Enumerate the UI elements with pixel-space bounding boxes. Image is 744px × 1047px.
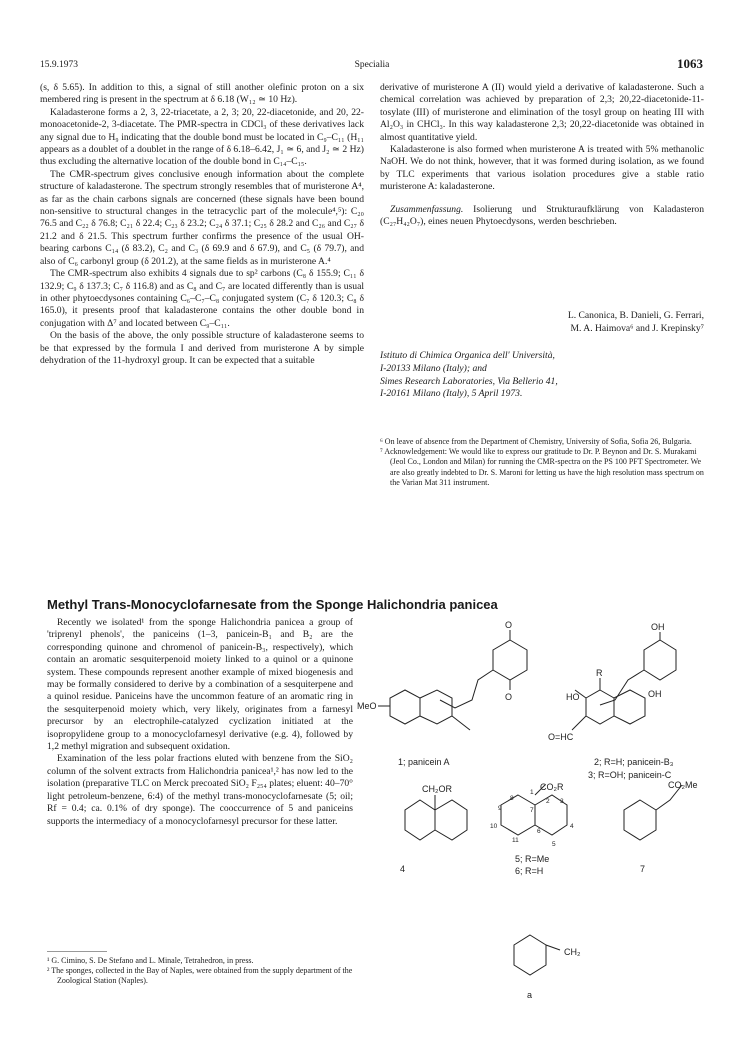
label-compound5: 5; R=Me [515, 854, 550, 864]
label-ho: HO [566, 692, 580, 702]
institution-line: I-20133 Milano (Italy); and [380, 362, 487, 374]
label-compound-a: a [527, 990, 533, 1000]
atom-number: 5 [552, 841, 556, 848]
atom-number: 8 [510, 795, 514, 802]
footnote: ⁷ Acknowledgement: We would like to express our gratitude to Dr. P. Beynon and Dr. S. Murakami (Jeol Co., London and Milan) for running the CMR-spectra on the PS 100 PFT Spectrometer. We are also greatly indebted to Dr. S. Maroni for letting us have the high resolution mass spectrum on the Varian Mat 311 instrument. [380, 447, 704, 487]
paragraph: (s, δ 5.65). In addition to this, a signal of still another olefinic proton on a six membered ring is present in the spectrum at δ 6.18 (W₁₂ ≃ 10 Hz). [40, 82, 364, 106]
label-o-top: O [505, 620, 513, 630]
paragraph: The CMR-spectrum gives conclusive enough information about the complete structure of kaladasterone. The spectrum strongly resembles that of muristerone A⁴, as far as the chain carbons signals are concerned (these signals have been bound non-sensitive to structural changes in the tetracyclic part of the molecule⁴,⁵): C₂₀ 76.5 and C₂₂ δ 76.8; C₂₁ δ 22.4; C₂₃ δ 23.2; C₂₄ δ 37.1; C₂₅ δ 28.2 and C₂₆ and C₂₇ δ 21.2 and δ 21.5. This spectrum further confirms the presence of the usual OH-bearing carbons C₁₄ (δ 83.2), C₂ and C₃ (δ 69.9 and δ 67.9), and C₅ (δ 79.7), and also of C₆ carbonyl group (δ 201.2), at the same fields as in muristerone A.⁴ [40, 168, 364, 267]
aromatic-ring [390, 690, 420, 724]
cyclohexene-ring [405, 800, 435, 840]
atom-number: 3 [560, 798, 564, 805]
paragraph: Examination of the less polar fractions eluted with benzene from the SiO₂ column of the solvent extracts from Halichondria panicea¹,² has now led to the isolation (preparative TLC on Merck precoated SiO₂ F₂₅₄ plates; eluent: 40–70° light petroleum-benzene, 6:4) of the methyl trans-monocyclofarnesate (5; oil; Rf = 0.4; ca. 0.1% of dry sponge). The cooccurrence of 5 and paniceins supports the intermediacy of a monocyclofarnesyl precursor for these latter. [47, 753, 353, 827]
label-compound7: 7 [640, 864, 646, 874]
footnote: ⁶ On leave of absence from the Department of Chemistry, University of Sofia, Sofia 26, Bulgaria. [380, 437, 692, 446]
label-oh-top: OH [651, 622, 665, 632]
issue-date: 15.9.1973 [40, 60, 78, 70]
institution-line: Istituto di Chimica Organica dell' Università, [380, 350, 555, 361]
article2-title: Methyl Trans-Monocyclofarnesate from the Sponge Halichondria panicea [47, 597, 498, 612]
atom-number: 9 [498, 805, 502, 812]
section-title: Specialia [354, 60, 390, 70]
chain [440, 670, 493, 708]
label-co2r: CO₂R [540, 782, 564, 792]
authors-line: L. Canonica, B. Danieli, G. Ferrari, [567, 310, 704, 321]
page-number: 1063 [677, 56, 703, 71]
label-oh-right: OH [648, 689, 662, 699]
paragraph: Kaladasterone is also formed when muristerone A is treated with 5% methanolic NaOH. We do not think, however, that it was formed during isolation, as we found by TLC experiments that various isolation procedures give a stable ratio muristerone A: kaladasterone. [380, 144, 704, 193]
atom-number: 7 [530, 807, 534, 814]
label-compound1: 1; panicein A [398, 757, 450, 767]
cyclohexene-ring [624, 800, 656, 840]
label-compound2: 2; R=H; panicein-B₃ [594, 757, 674, 767]
atom-number: 2 [546, 798, 550, 805]
quinone-ring [493, 640, 527, 680]
paragraph: The CMR-spectrum also exhibits 4 signals due to sp² carbons (C₈ δ 155.9; C₁₁ δ 132.9; C₉ δ 137.3; C₇ δ 116.8) and as C₈ and C₇ are located differently than is usual in other phytoecdysones containing C₆–C₇–C₈ conjugated system (C₇ δ 120.3; C₈ δ 165.0), it presents proof that kaladasterone contains the other double bond in conjugation with Δ⁷ and located between C₉–C₁₁. [40, 268, 364, 329]
institution-line: Simes Research Laboratories, Via Bellerio 41, [380, 375, 558, 387]
institution-line: I-20161 Milano (Italy), 5 April 1973. [380, 388, 523, 400]
footnote: ² The sponges, collected in the Bay of Naples, were obtained from the supply department of the Zoological Station (Naples). [47, 966, 353, 986]
label-o-mid: O [505, 692, 513, 702]
authors-line: M. A. Haimova⁶ and J. Krepinsky⁷ [570, 323, 704, 334]
label-r: R [596, 668, 603, 678]
paragraph: derivative of muristerone A (II) would yield a derivative of kaladasterone. Such a chemical correlation was achieved by preparation of 2,3; 20,22-diacetonide-11-tosylate (III) of muristerone and elimination of the tosyl group on heating III with Al₂O₃ in CHCl₃. In this way kaladasterone 2,3; 20,22-diacetonide was obtained in almost quantitative yield. [380, 82, 704, 143]
label-meo: MeO [357, 701, 377, 711]
atom-number: 1 [530, 789, 534, 796]
paragraph: Recently we isolated¹ from the sponge Halichondria panicea a group of 'triprenyl phenols', the paniceins (1–3, panicein-B₁ and B₂ are the corresponding quinone and chromenol of panicein-B₃, respectively), which contain an aromatic sesquiterpenoid moiety linked to a quinol or a quinone system. These compounds represent another example of mixed biogenesis and may be formally considered to derive by a combination of a sesquiterpene and a quinol residue. Paniceins have the uncommon feature of an aromatic ring in the sesquiterpenoid moiety which, very likely, originates from a farnesyl precursor by an electrophile-catalyzed cyclization initiated at the isopropylidene group to a monocyclofarnesyl derivative (e.g. 4), followed by 1,2 methyl migration and subsequent oxidation. [47, 617, 353, 753]
paragraph: Kaladasterone forms a 2, 3, 22-triacetate, a 2, 3; 20, 22-diacetonide, and 20, 22-monoacetonide-2, 3-diacetate. The PMR-spectra in CDCl₃ of these derivatives lack any signal due to H₉ indicating that the double bond must be located in C₉–C₁₁ (H₁₁ appears as a doublet of a doublet in the range of δ 6.18–6.42, J₁ ≃ 6, and J₂ ≃ 2 Hz) thus excluding the alternative location of the double bond in C₁₄–C₁₅. [40, 106, 364, 168]
atom-number: 6 [537, 828, 541, 835]
label-compound6: 6; R=H [515, 866, 544, 876]
hydroquinone-ring [644, 640, 676, 680]
label-compound3: 3; R=OH; panicein-C [588, 770, 672, 780]
cyclohexane-ring [501, 795, 535, 835]
paragraph: On the basis of the above, the only possible structure of kaladasterone seems to be that expressed by the formula I and derived from muristerone A by simple dehydration of the 11-hydroxyl group. It can be expected that a suitable [40, 330, 364, 366]
zusammenfassung-label: Zusammenfassung. [390, 203, 464, 215]
label-ch2or: CH₂OR [422, 784, 452, 794]
footnote: ¹ G. Cimino, S. De Stefano and L. Minale, Tetrahedron, in press. [47, 956, 254, 965]
atom-number: 10 [490, 823, 498, 830]
atom-number: 4 [570, 823, 574, 830]
label-o-hc: O=HC [548, 732, 574, 742]
cation-ring [514, 935, 546, 975]
atom-number: 11 [512, 837, 519, 844]
zusammenfassung-text: Isolierung und Strukturaufklärung von Kaladasteron (C₂₇H₄₂O₇), eines neuen Phytoecdysons, werden beschrieben. [380, 203, 704, 228]
label-ch2-plus: CH₂ [564, 947, 581, 957]
label-compound4: 4 [400, 864, 406, 874]
label-co2me: CO₂Me [668, 780, 698, 790]
